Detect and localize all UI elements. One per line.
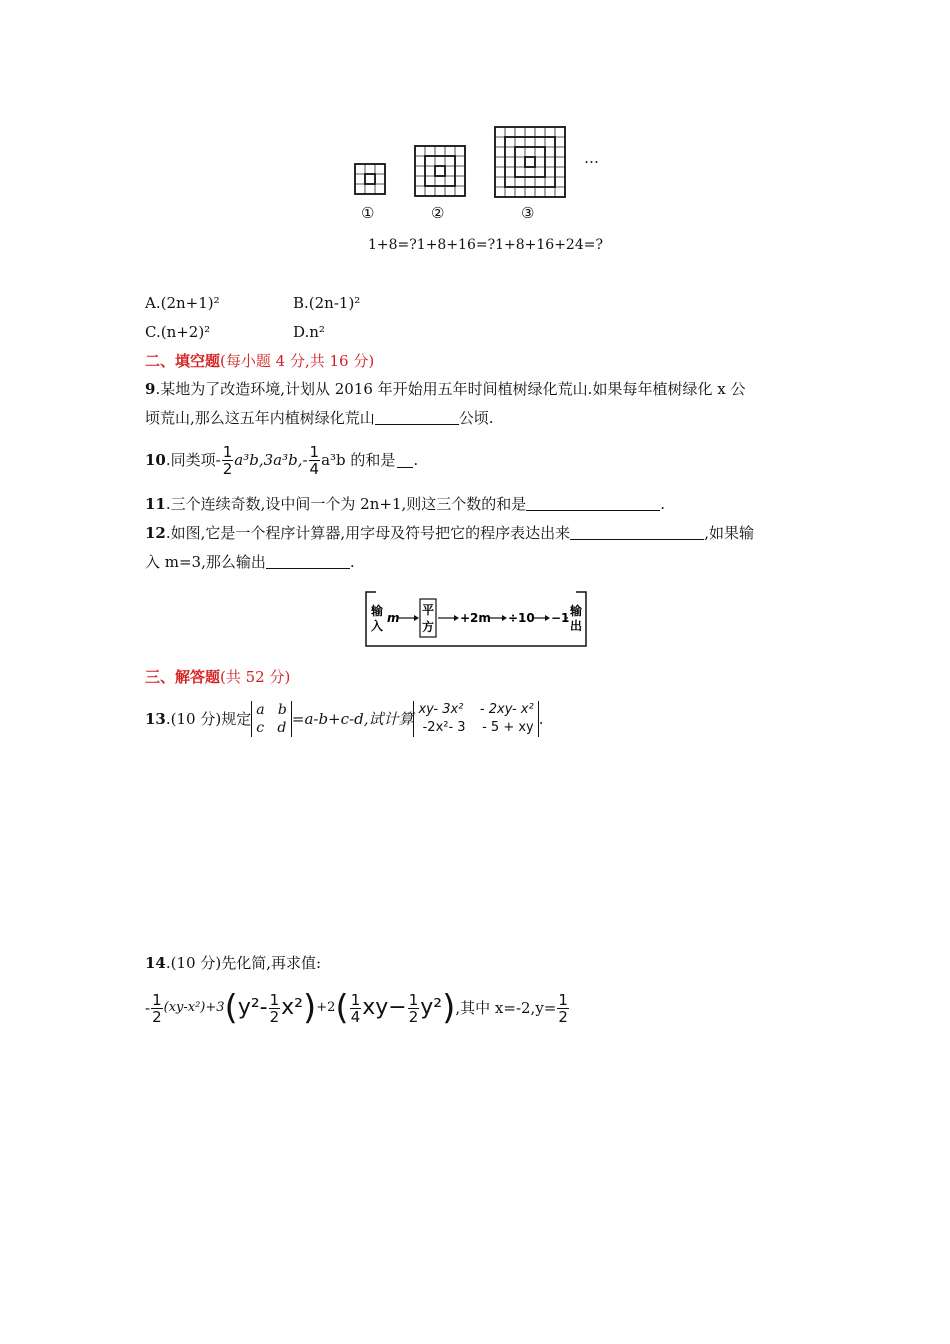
figure-label-2: ② xyxy=(431,204,445,222)
flow-m: m xyxy=(387,611,400,625)
answer-blank-11[interactable] xyxy=(526,496,660,511)
question-9-line-2: 顷荒山,那么这五年内植树绿化荒山 公顷. xyxy=(145,409,494,427)
answer-blank-12a[interactable] xyxy=(570,525,704,540)
determinant-expression: xy- 3x² - 2xy- x² -2x²- 3 - 5 + xy xyxy=(413,701,538,737)
section-fill-in-title: 二、填空题(每小题 4 分,共 16 分) xyxy=(145,352,375,370)
figure-label-1: ① xyxy=(361,204,375,222)
determinant-definition: a b c d xyxy=(251,701,292,737)
question-14-line-1: 14.(10 分)先化简,再求值: xyxy=(145,954,322,972)
question-12-line-2: 入 m=3,那么输出 . xyxy=(145,553,355,571)
square-grids-figure xyxy=(340,120,610,225)
question-13: 13 .(10 分)规定 a b c d =a-b+c-d,试计算 xy- 3x² - 2xy- x² -2x²- 3 - 5 + xy . xyxy=(145,702,544,736)
flow-minus-1: −1 xyxy=(551,611,570,625)
flow-input-label-top: 输 xyxy=(371,604,384,618)
question-10: 10 .同类项- $\frac{1}{2}$ a³b,3a³b,- $\frac{1}{4}$ a³b 的和是 . xyxy=(145,442,419,478)
option-a: A.(2n+1)² xyxy=(145,294,220,312)
question-11: 11.三个连续奇数,设中间一个为 2n+1,则这三个数的和是 . xyxy=(145,495,666,513)
figure-caption: 1+8=?1+8+16=?1+8+16+24=? xyxy=(368,237,603,253)
flow-plus-2m: +2m xyxy=(460,611,491,625)
section-answer-title: 三、解答题(共 52 分) xyxy=(145,668,291,686)
program-calculator-flowchart xyxy=(362,588,592,650)
flow-output-bottom: 出 xyxy=(570,619,583,633)
flow-square-top: 平 xyxy=(422,603,435,617)
question-12-line-1: 12.如图,它是一个程序计算器,用字母及符号把它的程序表达出来 ,如果输 xyxy=(145,524,754,542)
option-b: B.(2n-1)² xyxy=(293,294,361,312)
question-9-line-1: 9.某地为了改造环境,计划从 2016 年开始用五年时间植树绿化荒山.如果每年植树绿化 x 公 xyxy=(145,380,746,398)
figure-ellipsis: … xyxy=(584,149,599,167)
fraction-one-quarter: $\frac{1}{4}$ xyxy=(309,442,320,478)
flow-output-top: 输 xyxy=(570,604,583,618)
question-14-expression: - $\frac{1}{2}$ (xy-x²)+3 ( y²- $\frac{1}{2}$ x² ) +2 ( $\frac{1}{4}$ xy− $\frac{1}{2}$ y² ) ,其中 x=-2,y= $\frac{1}{2}$ xyxy=(145,988,568,1028)
flow-input-label-bottom: 入 xyxy=(371,619,384,633)
figure-label-3: ③ xyxy=(521,204,535,222)
flow-square-bottom: 方 xyxy=(422,620,435,634)
answer-blank-12b[interactable] xyxy=(266,554,350,569)
flow-divide-10: ÷10 xyxy=(508,611,535,625)
option-c: C.(n+2)² xyxy=(145,323,211,341)
answer-blank-10[interactable] xyxy=(397,453,413,468)
answer-blank-9[interactable] xyxy=(375,410,459,425)
option-d: D.n² xyxy=(293,323,325,341)
fraction-one-half: $\frac{1}{2}$ xyxy=(222,442,233,478)
